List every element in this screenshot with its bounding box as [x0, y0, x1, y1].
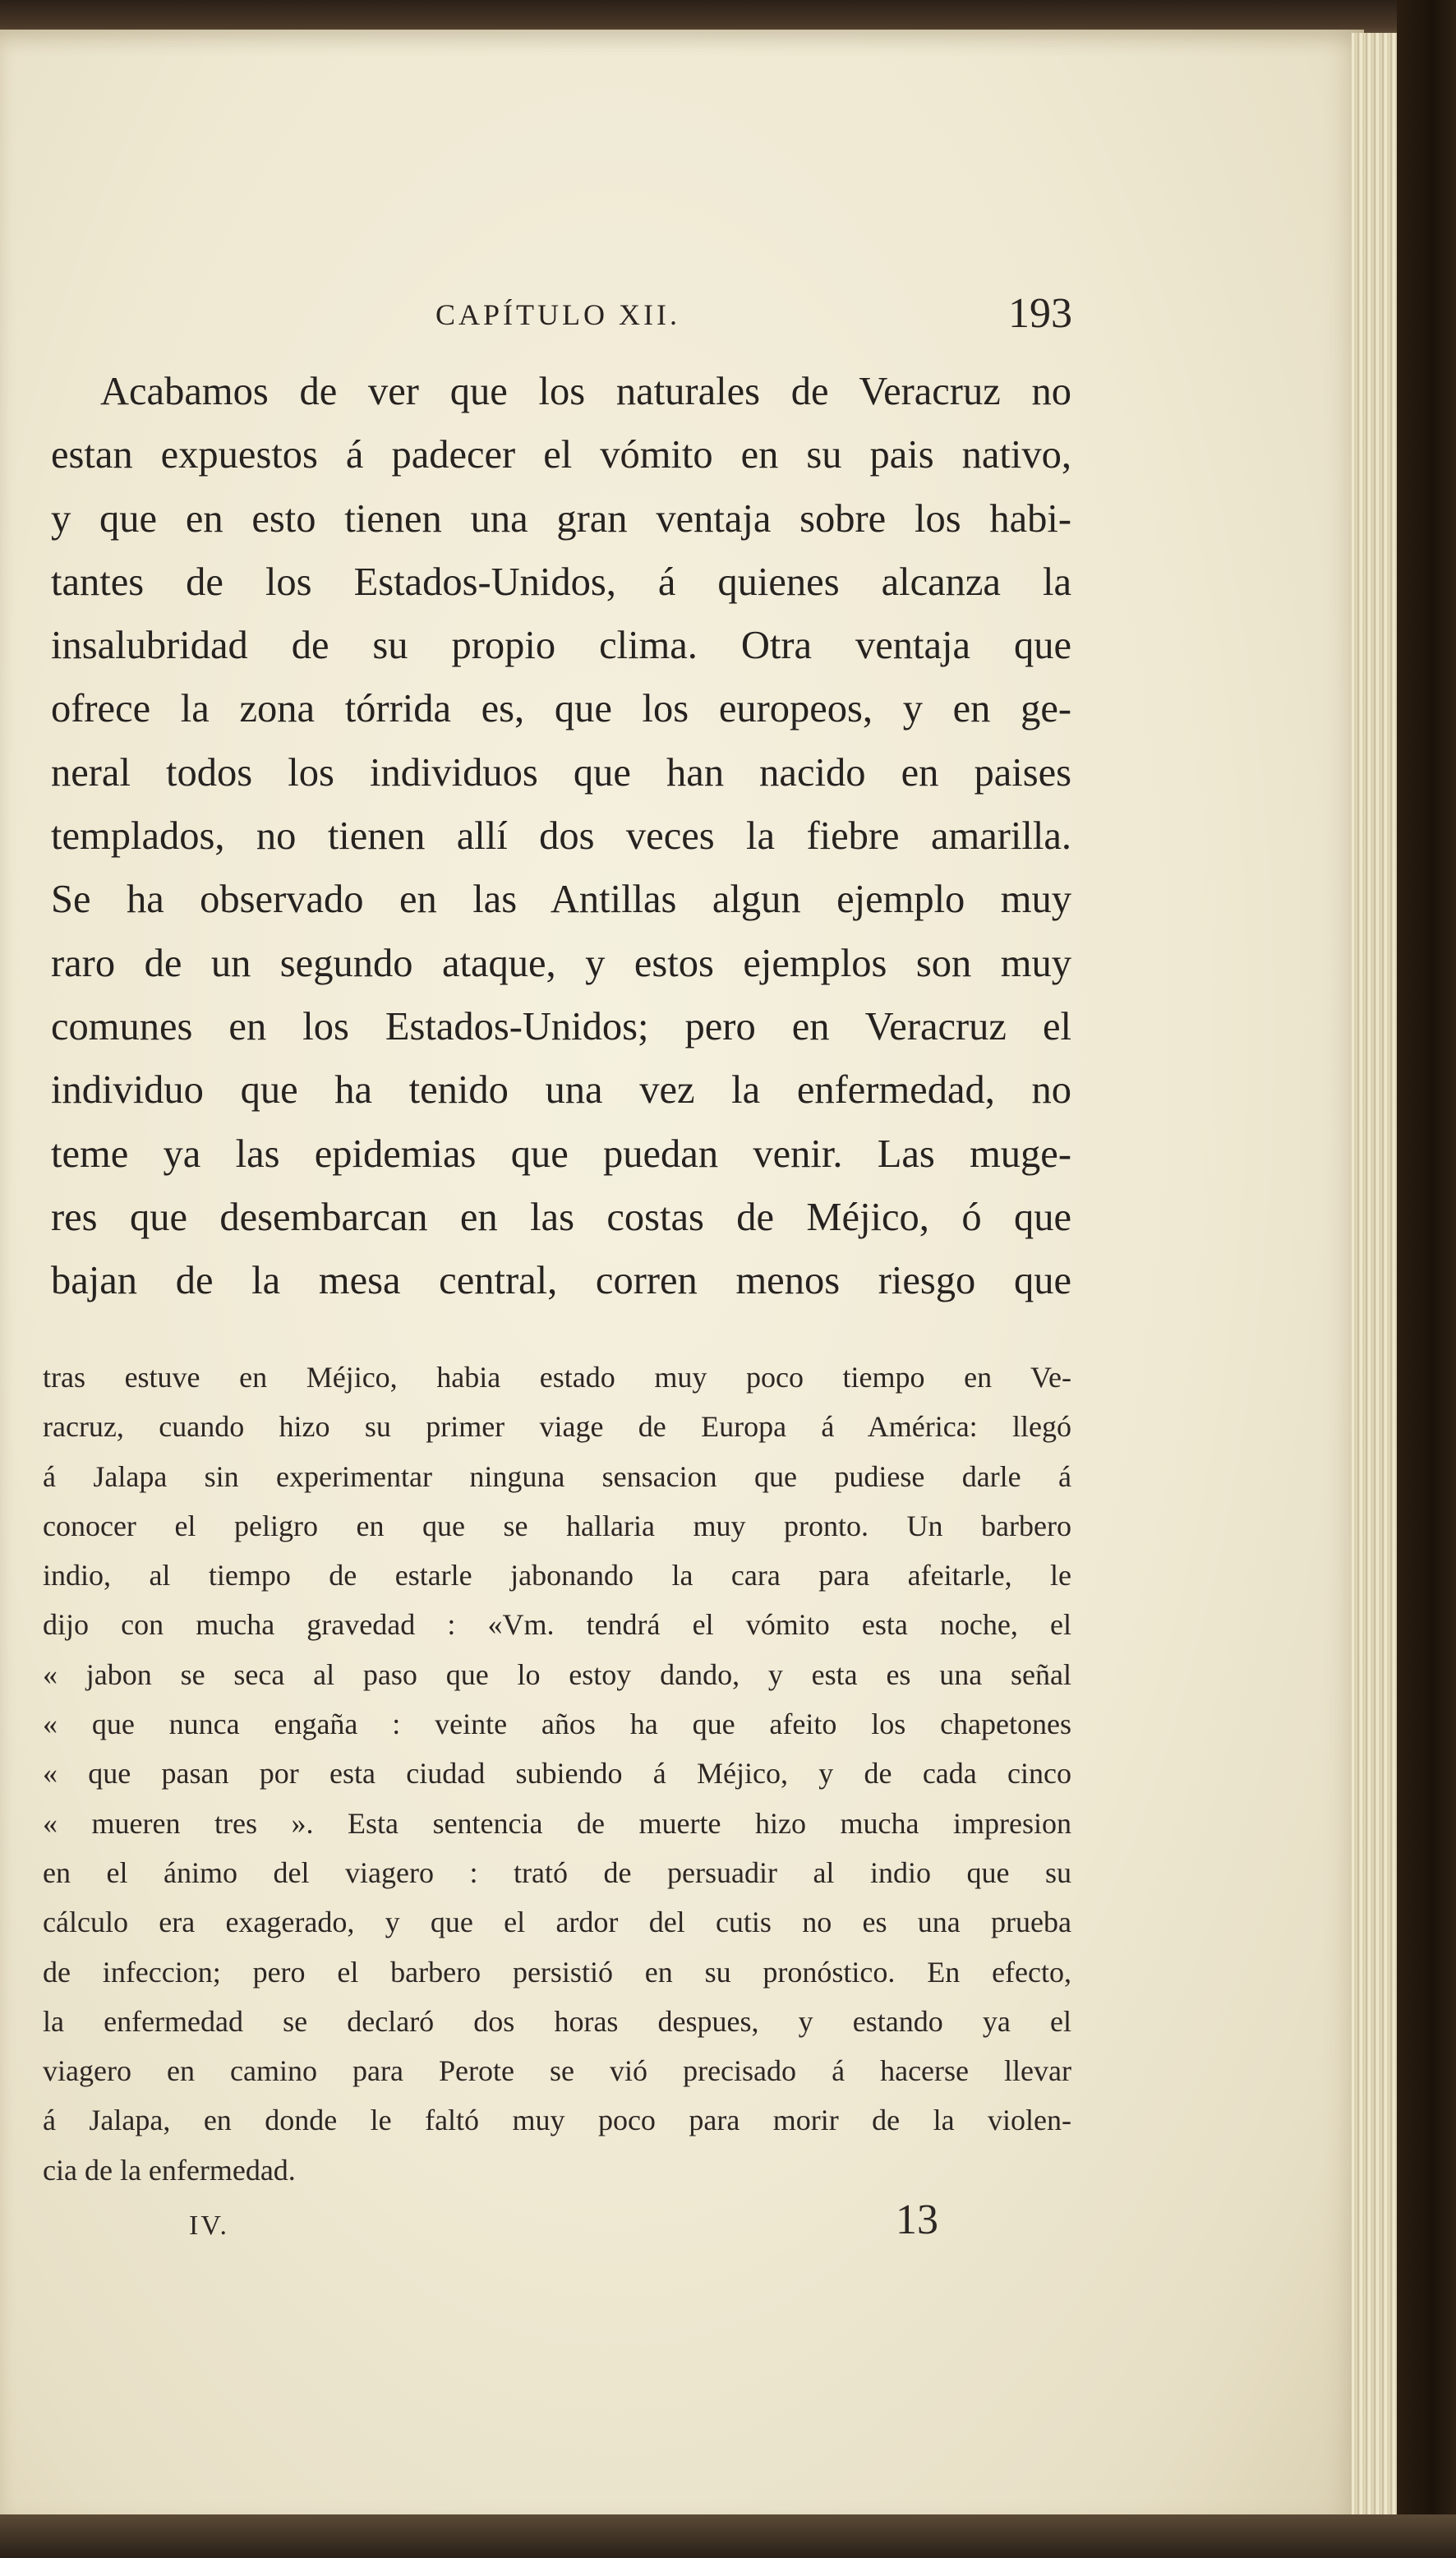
footnote-line: cálculo era exagerado, y que el ardor del cutis no es una prueba — [43, 1906, 1071, 1939]
body-line: teme ya las epidemias que puedan venir. Las muge- — [51, 1132, 1071, 1176]
body-line: tantes de los Estados-Unidos, á quienes alcanza la — [51, 560, 1071, 604]
body-line: Acabamos de ver que los naturales de Veracruz no — [100, 370, 1071, 413]
footnote-line: á Jalapa sin experimentar ninguna sensacion que pudiese darle á — [43, 1459, 1071, 1493]
page-stack-edges — [1352, 33, 1401, 2523]
book-bottom-edge — [0, 2514, 1456, 2558]
sheet-signature: 13 — [896, 2196, 938, 2243]
footnote-line: dijo con mucha gravedad : «Vm. tendrá el vómito esta noche, el — [43, 1608, 1071, 1642]
footnote-line: « que nunca engaña : veinte años ha que afeito los chapetones — [43, 1708, 1071, 1741]
footnote-line: á Jalapa, en donde le faltó muy poco para morir de la violen- — [43, 2104, 1071, 2137]
footnote-line: indio, al tiempo de estarle jabonando la cara para afeitarle, le — [43, 1559, 1071, 1592]
body-line: neral todos los individuos que han nacido en paises — [51, 750, 1071, 795]
footnote-line: « jabon se seca al paso que lo estoy dando, y esta es una señal — [43, 1657, 1071, 1691]
footnote-line: de infeccion; pero el barbero persistió en su pronóstico. En efecto, — [43, 1955, 1071, 1989]
running-head — [435, 289, 1072, 347]
chapter-title: CAPÍTULO XII. — [435, 298, 680, 331]
page-number: 193 — [1008, 290, 1072, 337]
footnote-line: la enfermedad se declaró dos horas despues, y estando ya el — [43, 2004, 1071, 2038]
footnote-line: cia de la enfermedad. — [43, 2153, 296, 2187]
main-text — [51, 360, 1071, 1312]
volume-signature: IV. — [189, 2210, 229, 2241]
footnote — [43, 1353, 1071, 2195]
footnote-line: racruz, cuando hizo su primer viage de Europa á América: llegó — [43, 1410, 1071, 1444]
body-line: ofrece la zona tórrida es, que los europeos, y en ge- — [51, 687, 1071, 731]
body-line: Se ha observado en las Antillas algun ejemplo muy — [51, 878, 1071, 922]
body-line: raro de un segundo ataque, y estos ejemplos son muy — [51, 941, 1071, 985]
body-line: bajan de la mesa central, corren menos riesgo que — [51, 1259, 1071, 1303]
body-line: comunes en los Estados-Unidos; pero en Veracruz el — [51, 1004, 1071, 1049]
footnote-line: en el ánimo del viagero : trató de persuadir al indio que su — [43, 1855, 1071, 1889]
body-line: res que desembarcan en las costas de Méjico, ó que — [51, 1195, 1071, 1239]
footnote-line: « mueren tres ». Esta sentencia de muerte hizo mucha impresion — [43, 1806, 1071, 1840]
footnote-line: « que pasan por esta ciudad subiendo á Méjico, y de cada cinco — [43, 1757, 1071, 1791]
book-cover-edge — [1397, 0, 1456, 2558]
footnote-line: viagero en camino para Perote se vió precisado á hacerse llevar — [43, 2054, 1071, 2088]
footnote-line: conocer el peligro en que se hallaria muy pronto. Un barbero — [43, 1509, 1071, 1542]
body-line: individuo que ha tenido una vez la enfermedad, no — [51, 1068, 1071, 1113]
body-line: y que en esto tienen una gran ventaja sobre los habi- — [51, 496, 1071, 541]
body-line: insalubridad de su propio clima. Otra ventaja que — [51, 624, 1071, 668]
body-line: estan expuestos á padecer el vómito en su pais nativo, — [51, 433, 1071, 477]
body-line: templados, no tienen allí dos veces la fiebre amarilla. — [51, 814, 1071, 859]
footnote-line: tras estuve en Méjico, habia estado muy poco tiempo en Ve- — [43, 1361, 1071, 1394]
